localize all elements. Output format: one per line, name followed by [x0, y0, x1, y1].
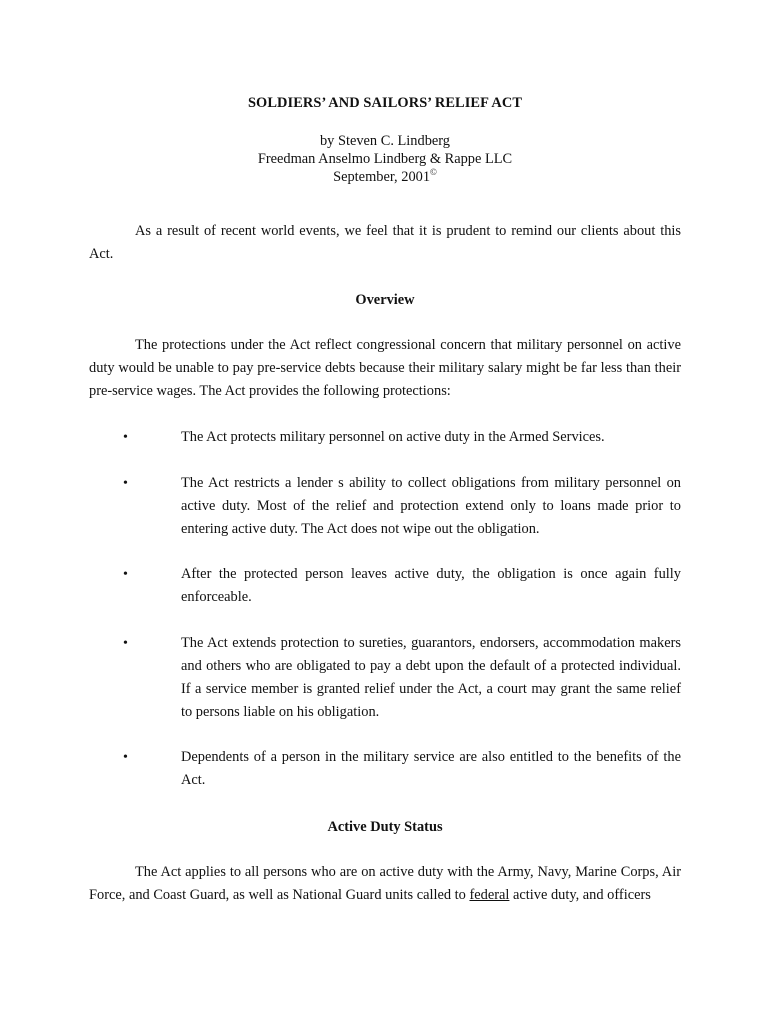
author-line: by Steven C. Lindberg: [319, 133, 451, 149]
active-duty-text-end: active duty, and officers: [509, 887, 651, 903]
bullet-icon: •: [123, 636, 128, 651]
document-title: SOLDIERS’ AND SAILORS’ RELIEF ACT: [247, 95, 523, 111]
federal-underlined-word: federal: [469, 887, 510, 903]
bullet-text: The Act restricts a lender s ability to collect obligations from military personnel on active duty. Most of the relief and protection extend only to loans made prior to entering active duty. The Act does not wipe out the obligation.: [181, 475, 681, 537]
copyright-mark: ©: [430, 167, 437, 177]
bullet-icon: •: [123, 567, 128, 582]
active-duty-paragraph: [89, 861, 681, 907]
bullet-text: The Act protects military personnel on active duty in the Armed Services.: [181, 429, 605, 445]
overview-heading: Overview: [355, 292, 415, 308]
bullet-icon: •: [123, 430, 128, 445]
bullet-icon: •: [123, 750, 128, 765]
firm-line: Freedman Anselmo Lindberg & Rappe LLC: [257, 151, 513, 167]
bullet-icon: •: [123, 476, 128, 491]
overview-paragraph: The protections under the Act reflect congressional concern that military personnel on active duty would be unable to pay pre-service debts because their military salary might be far less than their pre-service wages. The Act provides the following protections:: [89, 337, 681, 399]
intro-paragraph: As a result of recent world events, we feel that it is prudent to remind our clients about this Act.: [89, 223, 681, 262]
bullet-text: Dependents of a person in the military service are also entitled to the benefits of the Act.: [181, 749, 681, 788]
active-duty-heading: Active Duty Status: [327, 819, 443, 835]
bullet-text: The Act extends protection to sureties, guarantors, endorsers, accommodation makers and others who are obligated to pay a debt upon the default of a protected individual. If a service member is granted relief under the Act, a court may grant the same relief to persons liable on his obligation.: [181, 635, 681, 720]
bullet-text: After the protected person leaves active duty, the obligation is once again fully enforceable.: [181, 566, 681, 605]
active-duty-text-start: The Act applies to all persons who are on active duty with the Army, Navy, Marine Corps, Air Force, and Coast Guard, as well as National Guard units called to: [89, 864, 681, 903]
date-line: [0, 166, 770, 189]
date-text: September, 2001: [333, 169, 431, 185]
